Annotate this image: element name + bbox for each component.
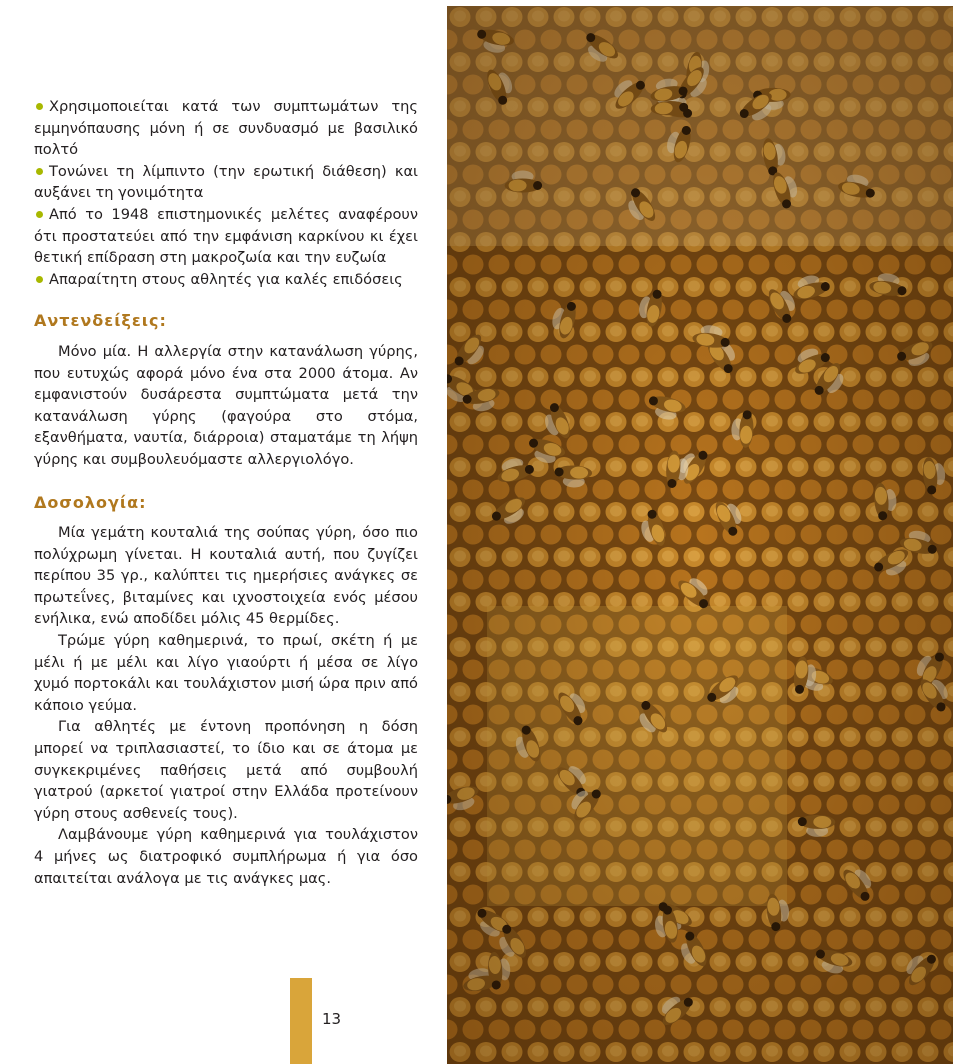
page-tab-marker xyxy=(290,978,312,1064)
contraindications-text: Μόνο μία. Η αλλεργία στην κατανάλωση γύρης, που ευτυχώς αφορά μόνο ένα στα 2000 άτομα. Αν εμφανιστούν δυσάρεστα συμπτώματα μετά την κατανάλωση γύρης (φαγούρα στο στόμα, εξανθήματα, ναυτία, διάρροια) σταματάμε τη λήψη γύρης και συμβουλευόμαστε αλλεργιολόγο. xyxy=(34,342,418,468)
list-item xyxy=(34,96,418,161)
bullet-dot-icon xyxy=(36,276,43,283)
dosage-paragraph: Τρώμε γύρη καθημερινά, το πρωί, σκέτη ή με μέλι ή με μέλι και λίγο γιαούρτι ή μέσα σε λίγο χυμό πορτοκάλι και τουλάχιστον μισή ώρα πριν από κάποιο γεύμα. xyxy=(34,632,418,714)
bullet-dot-icon xyxy=(36,211,43,218)
dosage-paragraph: Μία γεμάτη κουταλιά της σούπας γύρη, όσο πιο πολύχρωμη γίνεται. Η κουταλιά αυτή, που ζυγίζει περίπου 35 γρ., καλύπτει τις ημερήσιες ανάγκες σε πρωτεΐνες, βιταμίνες και ιχνοστοιχεία ενός μέσου ενήλικα, ενώ αποδίδει μόλις 45 θερμίδες. xyxy=(34,524,418,628)
bullet-dot-icon xyxy=(36,103,43,110)
article-text-column xyxy=(34,96,418,889)
benefit-text: Από το 1948 επιστημονικές μελέτες αναφέρουν ότι προστατεύει από την εμφάνιση καρκίνου κι έχει θετική επίδραση στη μακροζωία και την ευζωία xyxy=(34,205,418,267)
list-item xyxy=(34,269,418,291)
honeycomb-bees-photo xyxy=(447,6,953,1064)
dosage-heading: Δοσολογία: xyxy=(34,492,147,512)
benefit-text: Τονώνει τη λίμπιντο (την ερωτική διάθεση) και αυξάνει τη γονιμότητα xyxy=(34,162,418,202)
benefits-list xyxy=(34,96,418,290)
page-number: 13 xyxy=(322,1010,342,1028)
honeycomb-image xyxy=(447,6,953,1064)
list-item xyxy=(34,161,418,204)
benefit-text: Χρησιμοποιείται κατά των συμπτωμάτων της εμμηνόπαυσης μόνη ή σε συνδυασμό με βασιλικό πολτό xyxy=(34,98,418,159)
benefit-text: Απαραίτητη στους αθλητές για καλές επιδόσεις xyxy=(49,270,403,288)
dosage-paragraph: Για αθλητές με έντονη προπόνηση η δόση μπορεί να τριπλασιαστεί, το ίδιο και σε άτομα με συγκεκριμένες παθήσεις μετά από συμβουλή γιατρού (αρκετοί γιατροί στην Ελλάδα προτείνουν γύρη στους ασθενείς τους). xyxy=(34,718,418,822)
list-item xyxy=(34,204,418,269)
dosage-paragraph: Λαμβάνουμε γύρη καθημερινά για τουλάχιστον 4 μήνες ως διατροφικό συμπλήρωμα ή για όσο απαιτείται ανάλογα με τις ανάγκες μας. xyxy=(34,826,418,887)
bullet-dot-icon xyxy=(36,168,43,175)
contraindications-heading: Αντενδείξεις: xyxy=(34,311,167,331)
